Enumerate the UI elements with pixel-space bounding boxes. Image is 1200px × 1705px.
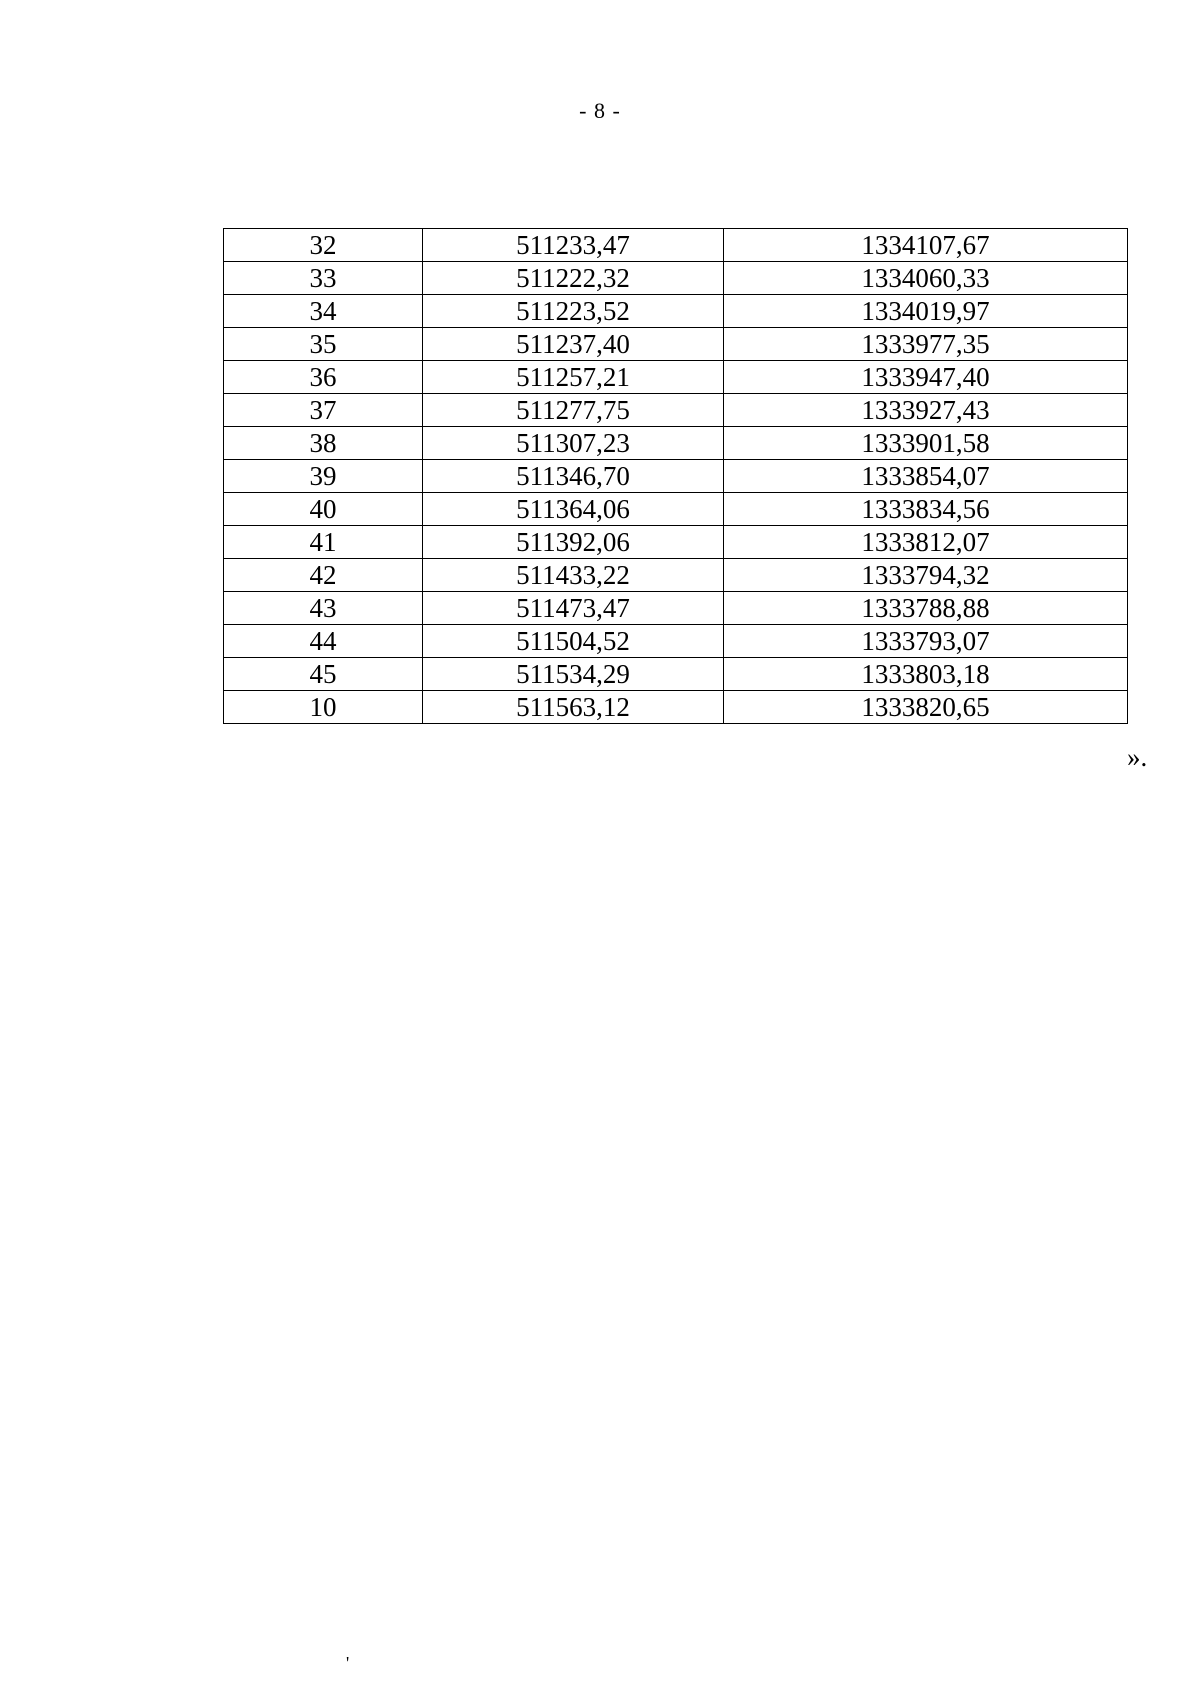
closing-quote-mark: ». [1127,742,1148,772]
page-number: - 8 - [579,98,621,123]
table-row [224,625,1128,658]
y-coordinate-cell: 1333788,88 [724,592,1128,625]
y-coordinate-cell: 1333927,43 [724,394,1128,427]
point-number-cell: 42 [224,559,423,592]
table-row [224,427,1128,460]
table-row [224,691,1128,724]
x-coordinate-cell: 511277,75 [423,394,724,427]
x-coordinate-cell: 511237,40 [423,328,724,361]
table-row [224,361,1128,394]
y-coordinate-cell: 1334107,67 [724,229,1128,262]
y-coordinate-cell: 1334060,33 [724,262,1128,295]
x-coordinate-cell: 511307,23 [423,427,724,460]
y-coordinate-cell: 1333901,58 [724,427,1128,460]
table-row [224,262,1128,295]
point-number-cell: 34 [224,295,423,328]
table-row [224,328,1128,361]
point-number-cell: 35 [224,328,423,361]
x-coordinate-cell: 511364,06 [423,493,724,526]
x-coordinate-cell: 511563,12 [423,691,724,724]
x-coordinate-cell: 511433,22 [423,559,724,592]
point-number-cell: 33 [224,262,423,295]
point-number-cell: 39 [224,460,423,493]
y-coordinate-cell: 1333820,65 [724,691,1128,724]
y-coordinate-cell: 1333793,07 [724,625,1128,658]
x-coordinate-cell: 511257,21 [423,361,724,394]
table-row [224,559,1128,592]
point-number-cell: 44 [224,625,423,658]
table-row [224,460,1128,493]
point-number-cell: 10 [224,691,423,724]
y-coordinate-cell: 1333834,56 [724,493,1128,526]
y-coordinate-cell: 1333803,18 [724,658,1128,691]
coordinates-table-body [224,229,1128,724]
point-number-cell: 36 [224,361,423,394]
point-number-cell: 37 [224,394,423,427]
x-coordinate-cell: 511473,47 [423,592,724,625]
x-coordinate-cell: 511504,52 [423,625,724,658]
table-row [224,394,1128,427]
table-row [224,658,1128,691]
table-row [224,295,1128,328]
table-row [224,592,1128,625]
point-number-cell: 32 [224,229,423,262]
point-number-cell: 38 [224,427,423,460]
point-number-cell: 40 [224,493,423,526]
y-coordinate-cell: 1333854,07 [724,460,1128,493]
x-coordinate-cell: 511534,29 [423,658,724,691]
point-number-cell: 41 [224,526,423,559]
table-row [224,229,1128,262]
x-coordinate-cell: 511223,52 [423,295,724,328]
table-row [224,493,1128,526]
y-coordinate-cell: 1333812,07 [724,526,1128,559]
coordinates-table [223,228,1128,724]
x-coordinate-cell: 511346,70 [423,460,724,493]
y-coordinate-cell: 1333947,40 [724,361,1128,394]
point-number-cell: 45 [224,658,423,691]
table-row [224,526,1128,559]
y-coordinate-cell: 1333977,35 [724,328,1128,361]
y-coordinate-cell: 1334019,97 [724,295,1128,328]
point-number-cell: 43 [224,592,423,625]
x-coordinate-cell: 511233,47 [423,229,724,262]
stray-mark: ' [346,1653,350,1673]
y-coordinate-cell: 1333794,32 [724,559,1128,592]
x-coordinate-cell: 511222,32 [423,262,724,295]
x-coordinate-cell: 511392,06 [423,526,724,559]
